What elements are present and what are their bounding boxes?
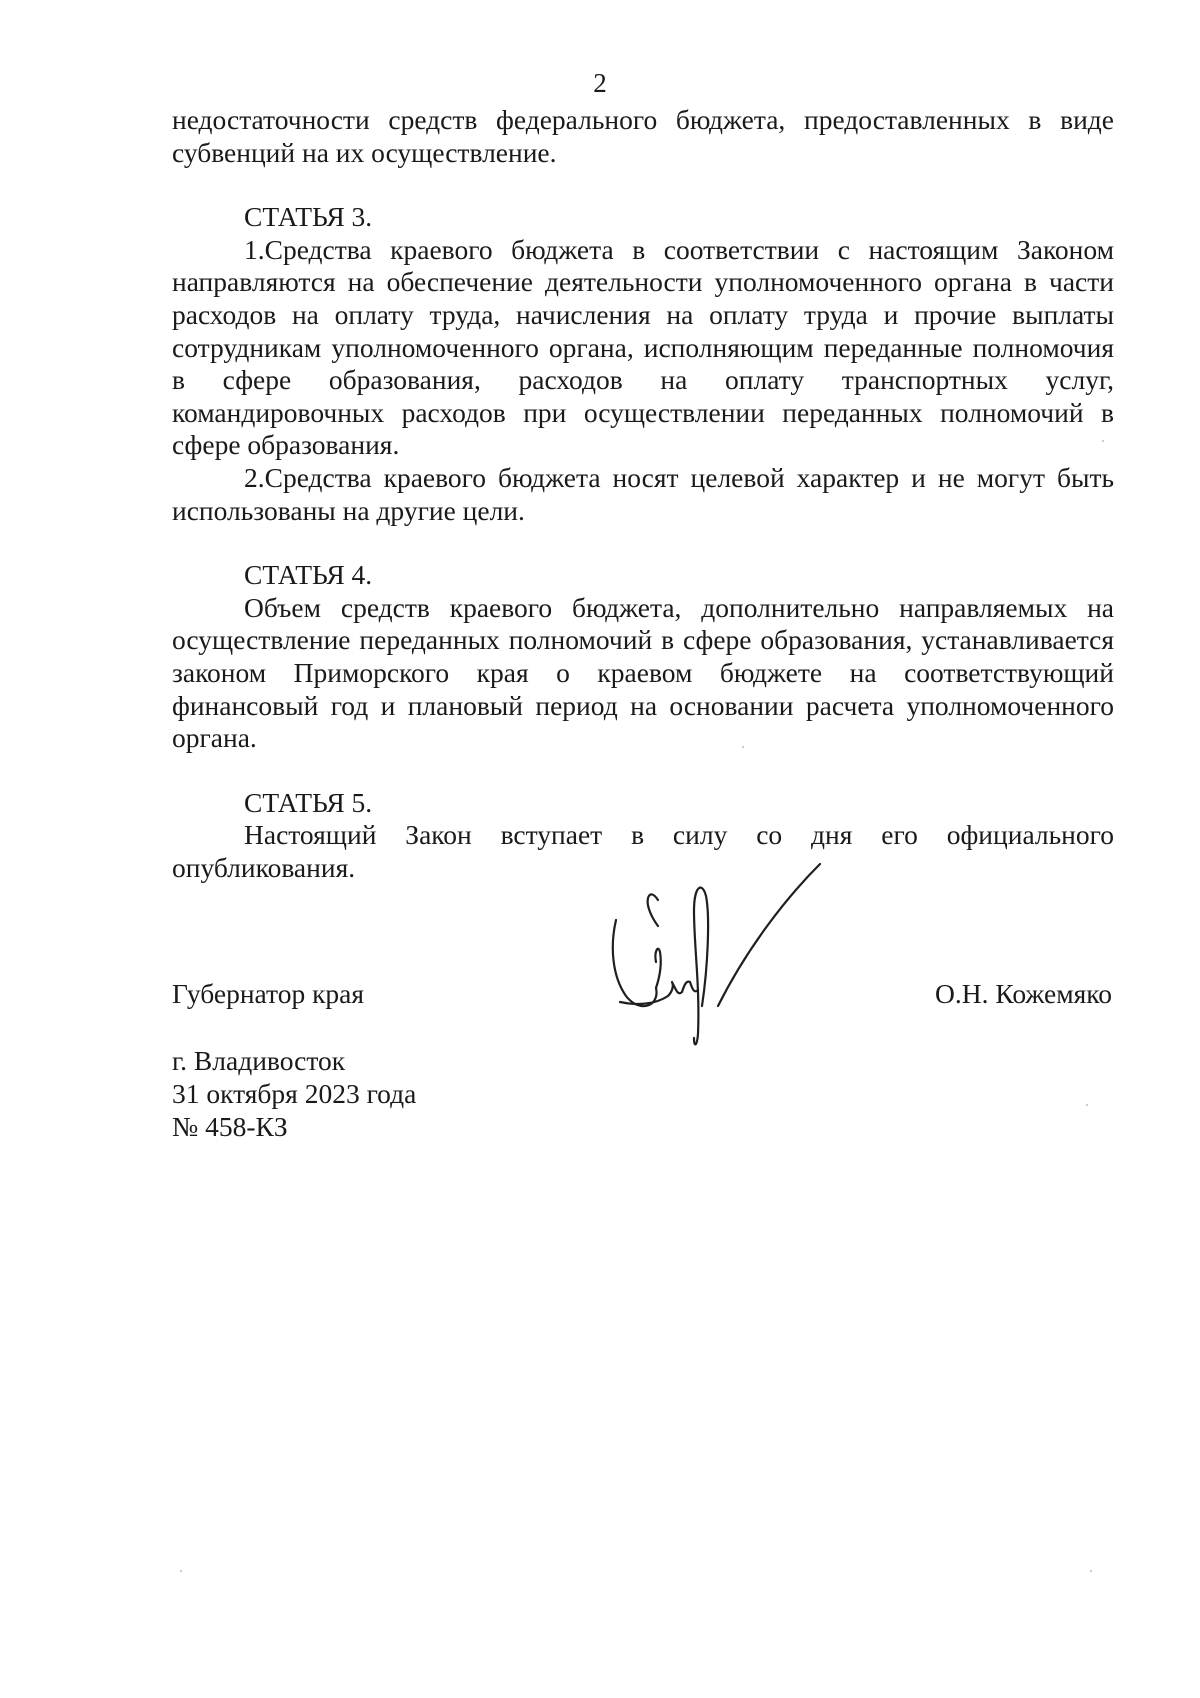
- scan-speck: [1102, 440, 1104, 442]
- article-heading: СТАТЬЯ 5.: [244, 786, 373, 818]
- intro-paragraph: недостаточности средств федерального бюджета, предоставленных в виде субвенций на их осуществление.: [172, 104, 1114, 168]
- document-footer: [172, 1044, 416, 1143]
- footer-date: 31 октября 2023 года: [172, 1078, 417, 1109]
- document-body: [172, 104, 1114, 884]
- article-heading: СТАТЬЯ 4.: [244, 559, 373, 591]
- article-paragraph: Настоящий Закон вступает в силу со дня его официального опубликования.: [172, 819, 1114, 883]
- article-paragraph: 2.Средства краевого бюджета носят целевой характер и не могут быть использованы на другие цели.: [172, 461, 1114, 526]
- signature-line: [172, 978, 1112, 1012]
- footer-number: № 458-КЗ: [172, 1111, 288, 1142]
- article-paragraph: 1.Средства краевого бюджета в соответствии с настоящим Законом направляются на обеспечение деятельности уполномоченного органа в части расходов на оплату труда, начисления на оплату труда и прочие выплаты сотрудникам уполномоченного органа, исполняющим переданные полномочия в сфере образования, расходов на оплату транспортных услуг, командировочных расходов при осуществлении переданных полномочий в сфере образования.: [172, 233, 1114, 461]
- article-heading: СТАТЬЯ 3.: [244, 201, 373, 233]
- handwritten-signature-icon: [598, 856, 828, 1056]
- signatory-name: О.Н. Кожемяко: [935, 978, 1112, 1009]
- article-paragraph: Объем средств краевого бюджета, дополнительно направляемых на осуществление переданных полномочий в сфере образования, устанавливается законом Приморского края о краевом бюджете на соответствующий финансовый год и плановый период на основании расчета уполномоченного органа.: [172, 591, 1114, 754]
- scan-speck: [180, 1570, 182, 1572]
- signatory-title: Губернатор края: [172, 978, 365, 1009]
- scan-speck: [742, 746, 744, 748]
- article-4: [172, 559, 1114, 755]
- scan-speck: [1090, 1570, 1092, 1572]
- page-number: 2: [593, 68, 607, 98]
- footer-city: г. Владивосток: [172, 1045, 346, 1076]
- article-3: [172, 201, 1114, 527]
- scan-speck: [1086, 1104, 1088, 1106]
